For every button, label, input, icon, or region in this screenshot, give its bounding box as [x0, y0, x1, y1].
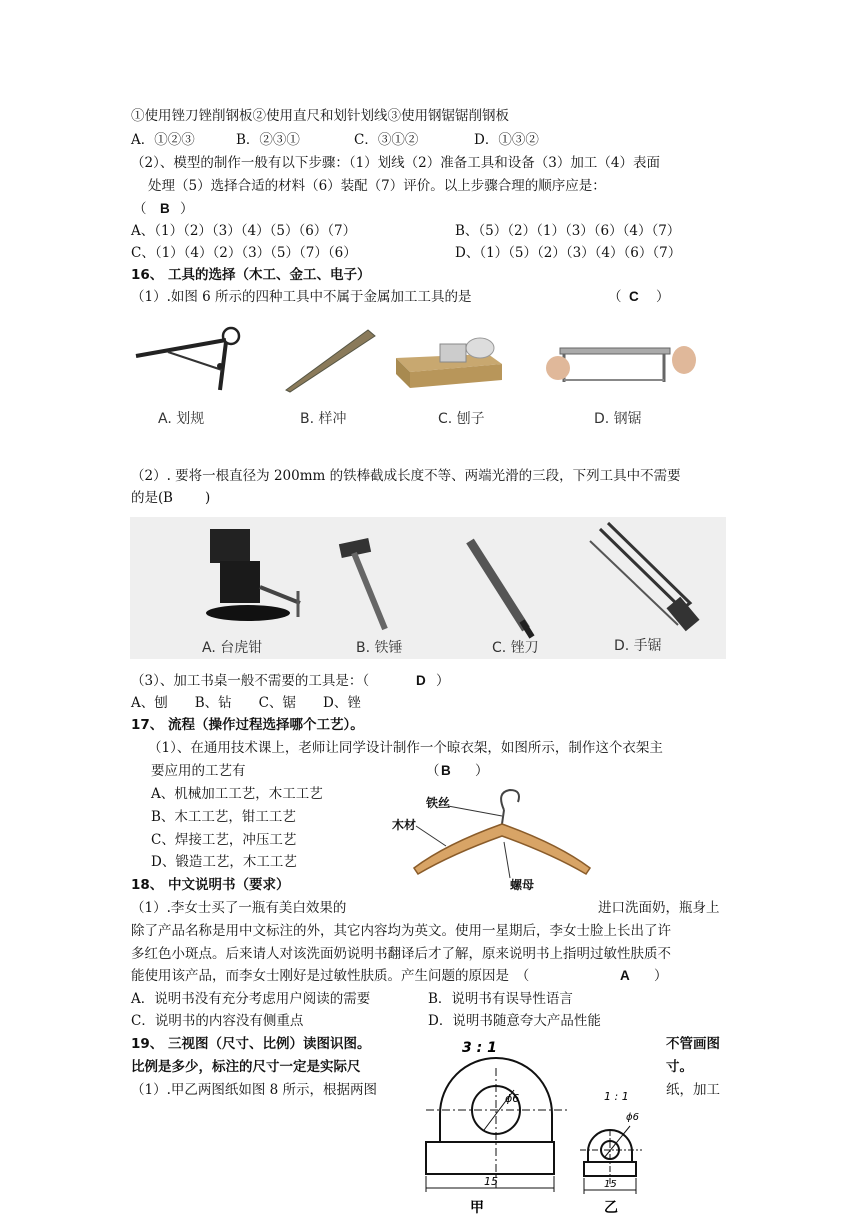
- q17-option-d: D、锻造工艺，木工工艺: [151, 854, 297, 870]
- jia-diameter: ϕ6: [505, 1092, 520, 1105]
- hanger-drawing: [386, 784, 616, 894]
- yi-diameter: ϕ6: [626, 1112, 639, 1123]
- q17-option-b: B、木工工艺，钳工工艺: [151, 809, 296, 825]
- q16-1-paren-close: ）: [656, 289, 670, 305]
- q15-2-paren-open: （: [133, 201, 147, 217]
- q16-3-answer: D: [416, 673, 426, 688]
- q16-1-paren-open: （: [608, 289, 622, 305]
- hanger-figure: [386, 784, 616, 894]
- q19-line2-b: 寸。: [666, 1059, 693, 1075]
- q16-2-line2-b: ): [205, 490, 211, 506]
- q16-3-options: A、刨 B、钻 C、锯 D、锉: [131, 695, 361, 711]
- jia-label: 甲: [470, 1200, 484, 1216]
- q19-line3-b: 纸，加工: [666, 1082, 720, 1098]
- q15-2-line2: 处理（5）选择合适的材料（6）装配（7）评价。以上步骤合理的顺序应是：: [148, 178, 606, 194]
- q19-line3-a: （1）.甲乙两图纸如图 8 所示，根据两图: [131, 1082, 378, 1098]
- q18-title: 18、 中文说明书（要求）: [131, 877, 290, 893]
- q16-3-paren-close: ）: [436, 673, 450, 689]
- q17-title: 17、 流程（操作过程选择哪个工艺）。: [131, 717, 364, 733]
- file-image: [470, 541, 532, 637]
- q18-line2: 除了产品名称是用中文标注的外，其它内容均为英文。使用一星期后，李女士脸上长出了许: [131, 923, 671, 939]
- q18-option-b: B．说明书有误导性语言: [428, 991, 573, 1007]
- q15-2-option-d: D、（1）（5）（2）（3）（4）（6）（7）: [455, 245, 682, 261]
- fig7-caption-d: D. 手锯: [614, 638, 662, 654]
- q15-2-answer: B: [160, 201, 170, 216]
- q18-line3: 多红色小斑点。后来请人对该洗面奶说明书翻译后才了解，原来说明书上指明过敏性肤质不: [131, 946, 671, 962]
- q17-option-c: C、焊接工艺，冲压工艺: [151, 832, 297, 848]
- q17-paren-close: ）: [475, 763, 489, 779]
- yi-scale: 1 : 1: [604, 1090, 629, 1103]
- q18-option-d: D．说明书随意夸大产品性能: [428, 1013, 601, 1029]
- q15-option-b: B．②③①: [236, 132, 300, 148]
- jia-scale: 3 : 1: [462, 1040, 497, 1056]
- q19-line1-a: 19、 三视图（尺寸、比例）读图识图。: [131, 1036, 371, 1052]
- drawing-jia: [426, 1058, 568, 1192]
- figure-6: [128, 318, 708, 438]
- q15-2-option-c: C、（1）（4）（2）（3）（5）（7）（6）: [131, 245, 357, 261]
- q18-option-a: A．说明书没有充分考虑用户阅读的需要: [131, 991, 371, 1007]
- q15-2-option-b: B、（5）（2）（1）（3）（6）（4）（7）: [455, 223, 681, 239]
- yi-width: 15: [604, 1179, 617, 1190]
- q17-line1: （1）、在通用技术课上，老师让同学设计制作一个晾衣架，如图所示，制作这个衣架主: [148, 740, 663, 756]
- q18-answer: A: [620, 968, 630, 983]
- figure-7: [130, 517, 726, 659]
- q16-2-line2-a: 的是(: [131, 490, 164, 506]
- q19-line2-a: 比例是多少，标注的尺寸一定是实际尺: [131, 1059, 361, 1075]
- center-punch-image: [286, 330, 375, 392]
- divider-image: [136, 328, 239, 390]
- q15-2-paren-close: ）: [180, 201, 194, 217]
- plane-image: [396, 338, 502, 388]
- q15-2-line1: （2）、模型的制作一般有以下步骤：（1）划线（2）准备工具和设备（3）加工（4）表面: [131, 155, 660, 171]
- fig6-caption-b: B. 样冲: [300, 411, 347, 427]
- q16-2-answer: B: [163, 490, 173, 506]
- q15-option-d: D．①③②: [474, 132, 539, 148]
- q15-option-c: C．③①②: [354, 132, 419, 148]
- hand-saw-image: [590, 523, 700, 631]
- q17-line2: 要应用的工艺有: [151, 763, 246, 779]
- q16-1-question: （1）.如图 6 所示的四种工具中不属于金属加工工具的是: [131, 289, 472, 305]
- q17-paren-open: （: [426, 763, 440, 779]
- q16-2-line1: （2）. 要将一根直径为 200mm 的铁棒截成长度不等、两端光滑的三段，下列工具中不需要: [131, 468, 681, 484]
- fig6-caption-d: D. 钢锯: [594, 411, 642, 427]
- fig6-caption-c: C. 刨子: [438, 411, 485, 427]
- q15-option-a: A．①②③: [131, 132, 195, 148]
- q18-paren-close: ）: [654, 968, 668, 984]
- q17-answer: B: [441, 763, 451, 778]
- bench-vise-image: [206, 529, 300, 621]
- q16-3-question: （3）、加工书桌一般不需要的工具是：（: [131, 673, 370, 689]
- q16-1-answer: C: [629, 289, 639, 304]
- steps-line: ①使用锉刀锉削钢板②使用直尺和划针划线③使用钢锯锯削钢板: [131, 108, 509, 124]
- q19-line1-b: 不管画图: [666, 1036, 720, 1052]
- fig7-caption-b: B. 铁锤: [356, 640, 403, 656]
- q18-option-c: C．说明书的内容没有侧重点: [131, 1013, 304, 1029]
- q16-title: 16、 工具的选择（木工、金工、电子）: [131, 267, 371, 283]
- technical-drawing: [410, 1034, 660, 1216]
- hacksaw-image: [546, 346, 696, 382]
- fig6-caption-a: A. 划规: [158, 411, 205, 427]
- q18-line4: 能使用该产品，而李女士刚好是过敏性肤质。产生问题的原因是 （: [131, 968, 530, 984]
- q17-option-a: A、机械加工工艺，木工工艺: [151, 786, 323, 802]
- fig7-caption-c: C. 锉刀: [492, 640, 539, 656]
- hammer-image: [339, 538, 385, 629]
- q18-line1-b: 进口洗面奶，瓶身上: [598, 900, 720, 916]
- q15-2-option-a: A、（1）（2）（3）（4）（5）（6）（7）: [131, 223, 357, 239]
- drawing-svg: [410, 1034, 660, 1216]
- hanger-label-wire: 铁丝: [426, 796, 451, 810]
- hanger-label-wood: 木材: [392, 818, 417, 832]
- fig7-caption-a: A. 台虎钳: [202, 640, 263, 656]
- jia-width: 15: [484, 1175, 498, 1188]
- yi-label: 乙: [604, 1200, 618, 1216]
- q18-line1-a: （1）.李女士买了一瓶有美白效果的: [131, 900, 347, 916]
- hanger-label-nut: 螺母: [510, 878, 535, 892]
